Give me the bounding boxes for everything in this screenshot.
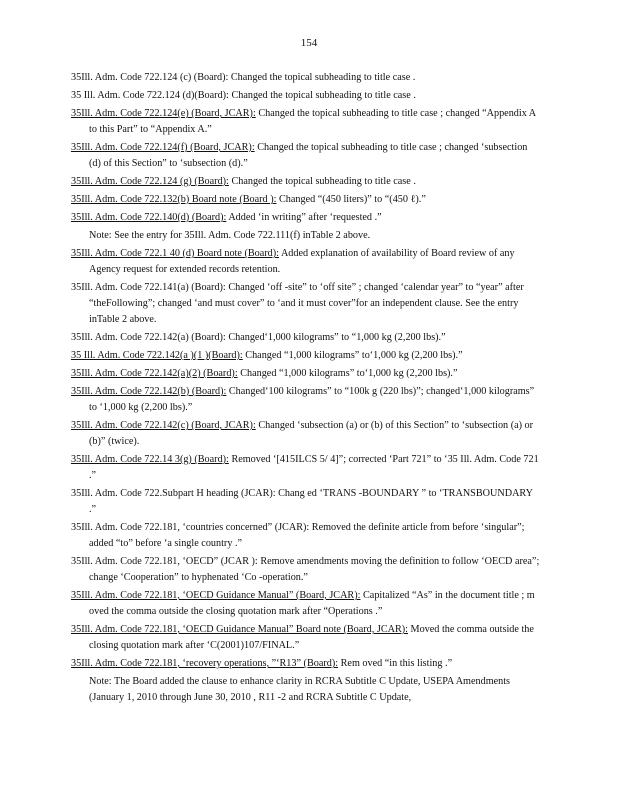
entry-text: Changed ‘subsection (a) or (b) of this Section” to ‘subsection (a) or (b)” (twice). — [89, 420, 534, 447]
amendment-entry — [71, 348, 541, 364]
entry-text: Changed the topical subheading to title case . — [228, 72, 416, 83]
note-label: Note: — [89, 676, 112, 687]
entries-list — [71, 70, 541, 708]
entry-citation: 35Ill. Adm. Code 722.142(a)(2) (Board): — [71, 368, 238, 379]
amendment-entry — [71, 246, 541, 278]
entry-citation: 35 Ill. Adm. Code 722.142(a )(1 )(Board): — [71, 350, 243, 361]
entry-text: Changed “1,000 kilograms” to‘1,000 kg (2,200 lbs).” — [237, 368, 458, 379]
entry-citation: 35Ill. Adm. Code 722.142(b) (Board): — [71, 386, 227, 397]
amendment-entry — [71, 622, 541, 654]
entry-citation: 35Ill. Adm. Code 722.14 3(g) (Board): — [71, 454, 229, 465]
amendment-entry — [71, 174, 541, 190]
entry-text: Removed the definite article from before ‘singular”; added “to” before ‘a single country .” — [89, 522, 525, 549]
note-entry — [89, 674, 541, 706]
entry-citation: 35 Ill. Adm. Code 722.124 (d)(Board): — [71, 90, 229, 101]
entry-citation: 35Ill. Adm. Code 722.124(f) (Board, JCAR): — [71, 142, 255, 153]
amendment-entry — [71, 192, 541, 208]
entry-citation: 35Ill. Adm. Code 722.181, ‘OECD Guidance Manual” (Board, JCAR): — [71, 590, 361, 601]
amendment-entry — [71, 588, 541, 620]
entry-citation: 35Ill. Adm. Code 722.124 (c) (Board): — [71, 72, 229, 83]
entry-text: Changed the topical subheading to title case . — [228, 90, 416, 101]
entry-citation: 35Ill. Adm. Code 722.181, ‘recovery operations, ”‘R13” (Board): — [71, 658, 339, 669]
entry-citation: 35Ill. Adm. Code 722.1 40 (d) Board note (Board): — [71, 248, 279, 259]
entry-text: The Board added the clause to enhance clarity in RCRA Subtitle C Update, USEPA Amendments (January 1, 2010 through June 30, 2010 , R11 -2 and RCRA Subtitle C Update, — [89, 676, 511, 703]
entry-text: Added ‘in writing” after ‘requested .” — [226, 212, 382, 223]
entry-text: Changed “1,000 kilograms” to‘1,000 kg (2,200 lbs).” — [242, 350, 463, 361]
entry-citation: 35Ill. Adm. Code 722.Subpart H heading (JCAR): — [71, 488, 276, 499]
entry-text: Moved the comma outside the closing quotation mark after ‘C(2001)107/FINAL.” — [89, 624, 534, 651]
amendment-entry — [71, 452, 541, 484]
amendment-entry — [71, 70, 541, 86]
amendment-entry — [71, 486, 541, 518]
amendment-entry — [71, 88, 541, 104]
entry-text: Remove amendments moving the definition to follow ‘OECD area”; change ‘Cooperation” to hyphenated ‘Co -operation.” — [89, 556, 540, 583]
entry-text: Changed the topical subheading to title case . — [228, 176, 416, 187]
note-entry — [89, 228, 541, 244]
entry-text: Changed ‘off -site” to ‘off site” ; changed ‘calendar year” to “year” after “theFollowing”; changed ‘and must cover” to ‘and it must cover”for an independent clause. See the entry inTable 2 above. — [89, 282, 524, 325]
note-label: Note: — [89, 230, 112, 241]
entry-citation: 35Ill. Adm. Code 722.132(b) Board note (Board ): — [71, 194, 277, 205]
entry-citation: 35Ill. Adm. Code 722.142(c) (Board, JCAR): — [71, 420, 256, 431]
entry-citation: 35Ill. Adm. Code 722.140(d) (Board): — [71, 212, 227, 223]
entry-citation: 35Ill. Adm. Code 722.142(a) (Board): — [71, 332, 226, 343]
entry-citation: 35Ill. Adm. Code 722.124(e) (Board, JCAR): — [71, 108, 256, 119]
entry-text: Added explanation of availability of Board review of any Agency request for extended records retention. — [89, 248, 515, 275]
entry-citation: 35Ill. Adm. Code 722.124 (g) (Board): — [71, 176, 229, 187]
entry-citation: 35Ill. Adm. Code 722.181, ‘countries concerned” (JCAR): — [71, 522, 310, 533]
entry-text: Changed‘100 kilograms” to “100k g (220 lbs)”; changed‘1,000 kilograms” to ‘1,000 kg (2,200 lbs).” — [89, 386, 535, 413]
entry-text: See the entry for 35Ill. Adm. Code 722.111(f) inTable 2 above. — [111, 230, 371, 241]
amendment-entry — [71, 106, 541, 138]
entry-text: Changed “(450 liters)” to “(450 ℓ).” — [276, 194, 426, 205]
entry-text: Rem oved “in this listing .” — [338, 658, 453, 669]
entry-text: Removed ‘[415ILCS 5/ 4]”; corrected ‘Part 721” to ‘35 Ill. Adm. Code 721 .” — [89, 454, 539, 481]
entry-text: Chang ed ‘TRANS -BOUNDARY ” to ‘TRANSBOUNDARY .” — [89, 488, 533, 515]
amendment-entry — [71, 384, 541, 416]
entry-text: Changed the topical subheading to title case ; changed ‘subsection (d) of this Section” to ‘subsection (d).” — [89, 142, 528, 169]
entry-citation: 35Ill. Adm. Code 722.181, ‘OECD” (JCAR ): — [71, 556, 258, 567]
entry-text: Changed the topical subheading to title case ; changed “Appendix A to this Part” to “Appendix A.” — [89, 108, 536, 135]
amendment-entry — [71, 140, 541, 172]
amendment-entry — [71, 330, 541, 346]
entry-text: Capitalized “As” in the document title ; m oved the comma outside the closing quotation mark after “Operations .” — [89, 590, 535, 617]
amendment-entry — [71, 520, 541, 552]
amendment-entry — [71, 656, 541, 672]
entry-text: Changed‘1,000 kilograms” to “1,000 kg (2,200 lbs).” — [225, 332, 446, 343]
amendment-entry — [71, 210, 541, 226]
amendment-entry — [71, 366, 541, 382]
amendment-entry — [71, 554, 541, 586]
entry-citation: 35Ill. Adm. Code 722.181, ‘OECD Guidance Manual” Board note (Board, JCAR): — [71, 624, 408, 635]
amendment-entry — [71, 418, 541, 450]
page-number: 154 — [300, 37, 318, 49]
amendment-entry — [71, 280, 541, 328]
entry-citation: 35Ill. Adm. Code 722.141(a) (Board): — [71, 282, 226, 293]
